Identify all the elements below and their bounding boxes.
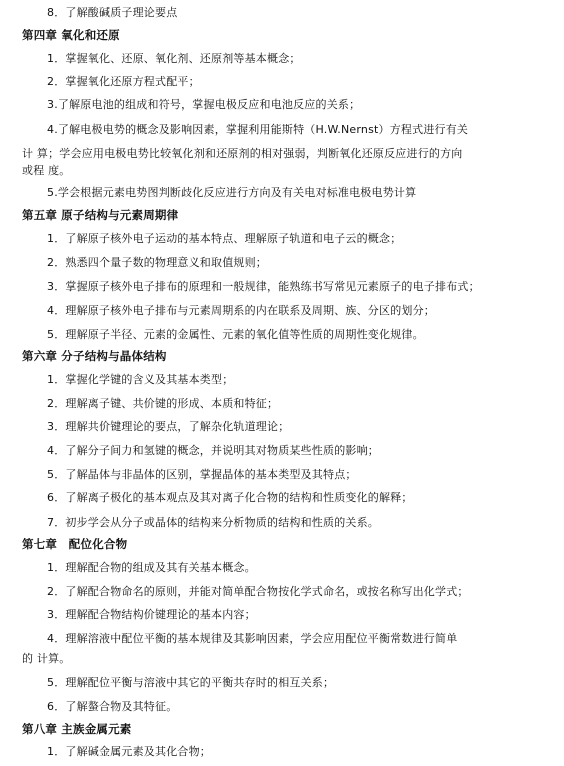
list-item: 1．了解碱金属元素及其化合物； — [47, 745, 211, 758]
list-item: 6．了解离子极化的基本观点及其对离子化合物的结构和性质变化的解释； — [47, 491, 413, 504]
list-item: 2．理解离子键、共价键的形成、本质和特征； — [47, 397, 279, 410]
list-item-continuation: 的 计算。 — [22, 652, 71, 665]
chapter-heading: 第六章 分子结构与晶体结构 — [22, 349, 167, 363]
chapter-heading: 第八章 主族金属元素 — [22, 722, 132, 736]
list-item: 4．理解原子核外电子排布与元素周期系的内在联系及周期、族、分区的划分； — [47, 304, 435, 317]
list-item: 5.学会根据元素电势图判断歧化反应进行方向及有关电对标准电极电势计算 — [47, 186, 417, 199]
list-item: 4．理解溶液中配位平衡的基本规律及其影响因素，学会应用配位平衡常数进行简单 — [47, 632, 458, 645]
list-item: 2．熟悉四个量子数的物理意义和取值规则； — [47, 256, 267, 269]
list-item-continuation: 计 算；学会应用电极电势比较氧化剂和还原剂的相对强弱，判断氧化还原反应进行的方向 — [22, 147, 463, 160]
list-item: 3．掌握原子核外电子排布的原理和一般规律，能熟练书写常见元素原子的电子排布式； — [47, 280, 480, 293]
list-item: 7．初步学会从分子或晶体的结构来分析物质的结构和性质的关系。 — [47, 516, 379, 529]
list-item: 3.了解原电池的组成和符号，掌握电极反应和电池反应的关系； — [47, 98, 361, 111]
list-item: 5．理解原子半径、元素的金属性、元素的氧化值等性质的周期性变化规律。 — [47, 328, 424, 341]
list-item: 4.了解电极电势的概念及影响因素，掌握利用能斯特（H.W.Nernst）方程式进行有关 — [47, 123, 469, 136]
list-item: 8．了解酸碱质子理论要点 — [47, 6, 178, 19]
list-item: 5．了解晶体与非晶体的区别，掌握晶体的基本类型及其特点； — [47, 468, 357, 481]
chapter-heading: 第七章 配位化合物 — [22, 537, 128, 551]
list-item: 3．理解配合物结构价键理论的基本内容； — [47, 608, 256, 621]
list-item: 5．理解配位平衡与溶液中其它的平衡共存时的相互关系； — [47, 676, 335, 689]
chapter-heading: 第四章 氧化和还原 — [22, 28, 120, 42]
list-item: 6．了解螯合物及其特征。 — [47, 700, 178, 713]
list-item: 1．掌握化学键的含义及其基本类型； — [47, 373, 234, 386]
list-item: 1．理解配合物的组成及其有关基本概念。 — [47, 561, 256, 574]
list-item: 1．了解原子核外电子运动的基本特点、理解原子轨道和电子云的概念； — [47, 232, 402, 245]
list-item: 4．了解分子间力和氢键的概念，并说明其对物质某些性质的影响； — [47, 444, 379, 457]
chapter-heading: 第五章 原子结构与元素周期律 — [22, 208, 179, 222]
list-item: 3．理解共价键理论的要点，了解杂化轨道理论； — [47, 420, 290, 433]
list-item: 2．掌握氧化还原方程式配平； — [47, 75, 200, 88]
list-item-continuation: 或程 度。 — [22, 164, 71, 177]
list-item: 1．掌握氧化、还原、氧化剂、还原剂等基本概念； — [47, 52, 301, 65]
list-item: 2．了解配合物命名的原则，并能对简单配合物按化学式命名，或按名称写出化学式； — [47, 585, 469, 598]
